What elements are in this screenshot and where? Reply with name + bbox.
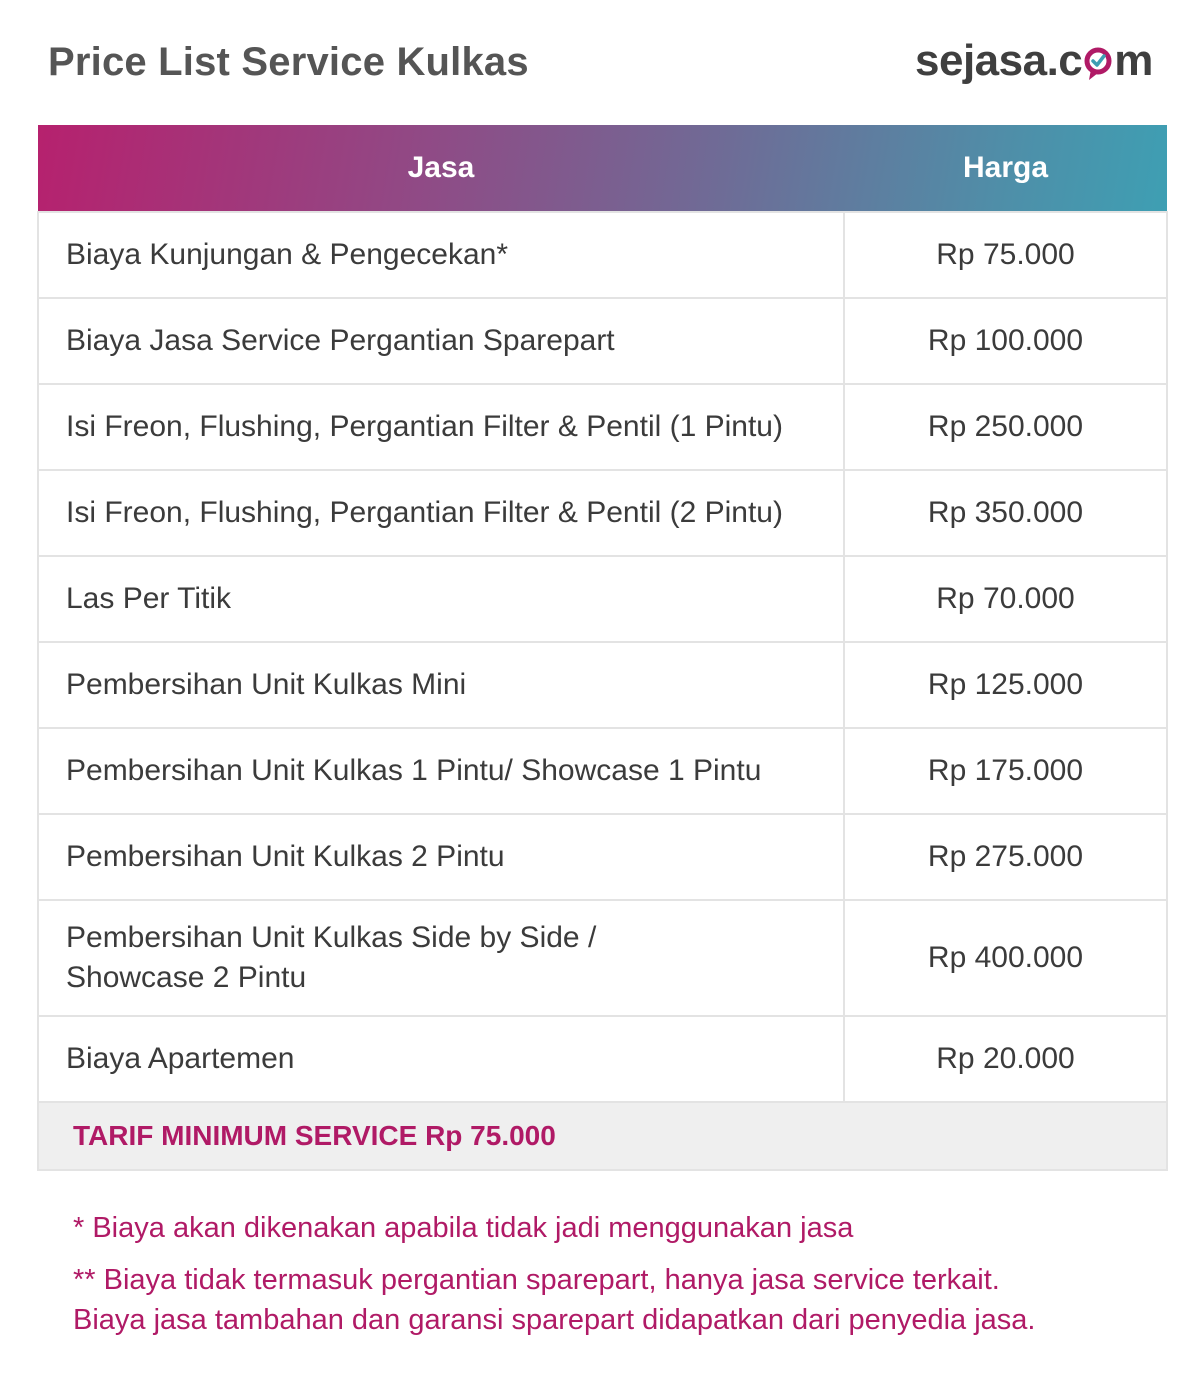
header-price: Harga <box>962 151 1049 184</box>
service-name: Isi Freon, Flushing, Pergantian Filter & Pentil (1 Pintu) <box>38 384 844 470</box>
footnote-2-line2: Biaya jasa tambahan dan garansi sparepart didapatkan dari penyedia jasa. <box>73 1304 1036 1336</box>
table-row <box>38 642 1167 728</box>
footnote-2-line1: ** Biaya tidak termasuk pergantian sparepart, hanya jasa service terkait. <box>73 1264 1000 1296</box>
service-price: Rp 250.000 <box>844 384 1167 470</box>
service-name-line2: Showcase 2 Pintu <box>66 961 307 994</box>
table-row <box>38 900 1167 1016</box>
service-name: Biaya Kunjungan & Pengecekan* <box>38 212 844 298</box>
logo-text-start: sejasa.c <box>915 36 1083 85</box>
check-bubble-icon <box>1083 47 1113 77</box>
footnotes <box>73 1208 1173 1340</box>
footnote-1: * Biaya akan dikenakan apabila tidak jadi menggunakan jasa <box>73 1212 854 1244</box>
table-row <box>38 212 1167 298</box>
service-price: Rp 350.000 <box>844 470 1167 556</box>
service-name-line1: Pembersihan Unit Kulkas Side by Side / <box>66 921 597 954</box>
service-price: Rp 400.000 <box>844 900 1167 1016</box>
logo-text-end: m <box>1114 36 1153 85</box>
service-name: Biaya Jasa Service Pergantian Sparepart <box>38 298 844 384</box>
service-name: Isi Freon, Flushing, Pergantian Filter & Pentil (2 Pintu) <box>38 470 844 556</box>
service-name: Biaya Apartemen <box>38 1016 844 1102</box>
service-price: Rp 70.000 <box>844 556 1167 642</box>
table-row <box>38 556 1167 642</box>
service-price: Rp 20.000 <box>844 1016 1167 1102</box>
minimum-fee-row <box>38 1102 1167 1170</box>
table-row <box>38 384 1167 470</box>
price-table <box>37 125 1168 1171</box>
service-price: Rp 175.000 <box>844 728 1167 814</box>
service-price: Rp 275.000 <box>844 814 1167 900</box>
table-row <box>38 470 1167 556</box>
table-row <box>38 298 1167 384</box>
service-name: Pembersihan Unit Kulkas Mini <box>38 642 844 728</box>
table-row <box>38 814 1167 900</box>
table-row <box>38 1016 1167 1102</box>
header-service: Jasa <box>407 151 475 184</box>
service-price: Rp 100.000 <box>844 298 1167 384</box>
service-name: Pembersihan Unit Kulkas 2 Pintu <box>38 814 844 900</box>
service-name: Las Per Titik <box>38 556 844 642</box>
sejasa-logo[interactable] <box>915 36 1153 86</box>
service-price: Rp 75.000 <box>844 212 1167 298</box>
minimum-fee-text: TARIF MINIMUM SERVICE Rp 75.000 <box>38 1102 1167 1170</box>
page-title: Price List Service Kulkas <box>48 40 529 84</box>
table-header-row <box>38 125 1167 212</box>
service-price: Rp 125.000 <box>844 642 1167 728</box>
table-row <box>38 728 1167 814</box>
service-name: Pembersihan Unit Kulkas 1 Pintu/ Showcase 1 Pintu <box>38 728 844 814</box>
service-name <box>38 900 844 1016</box>
